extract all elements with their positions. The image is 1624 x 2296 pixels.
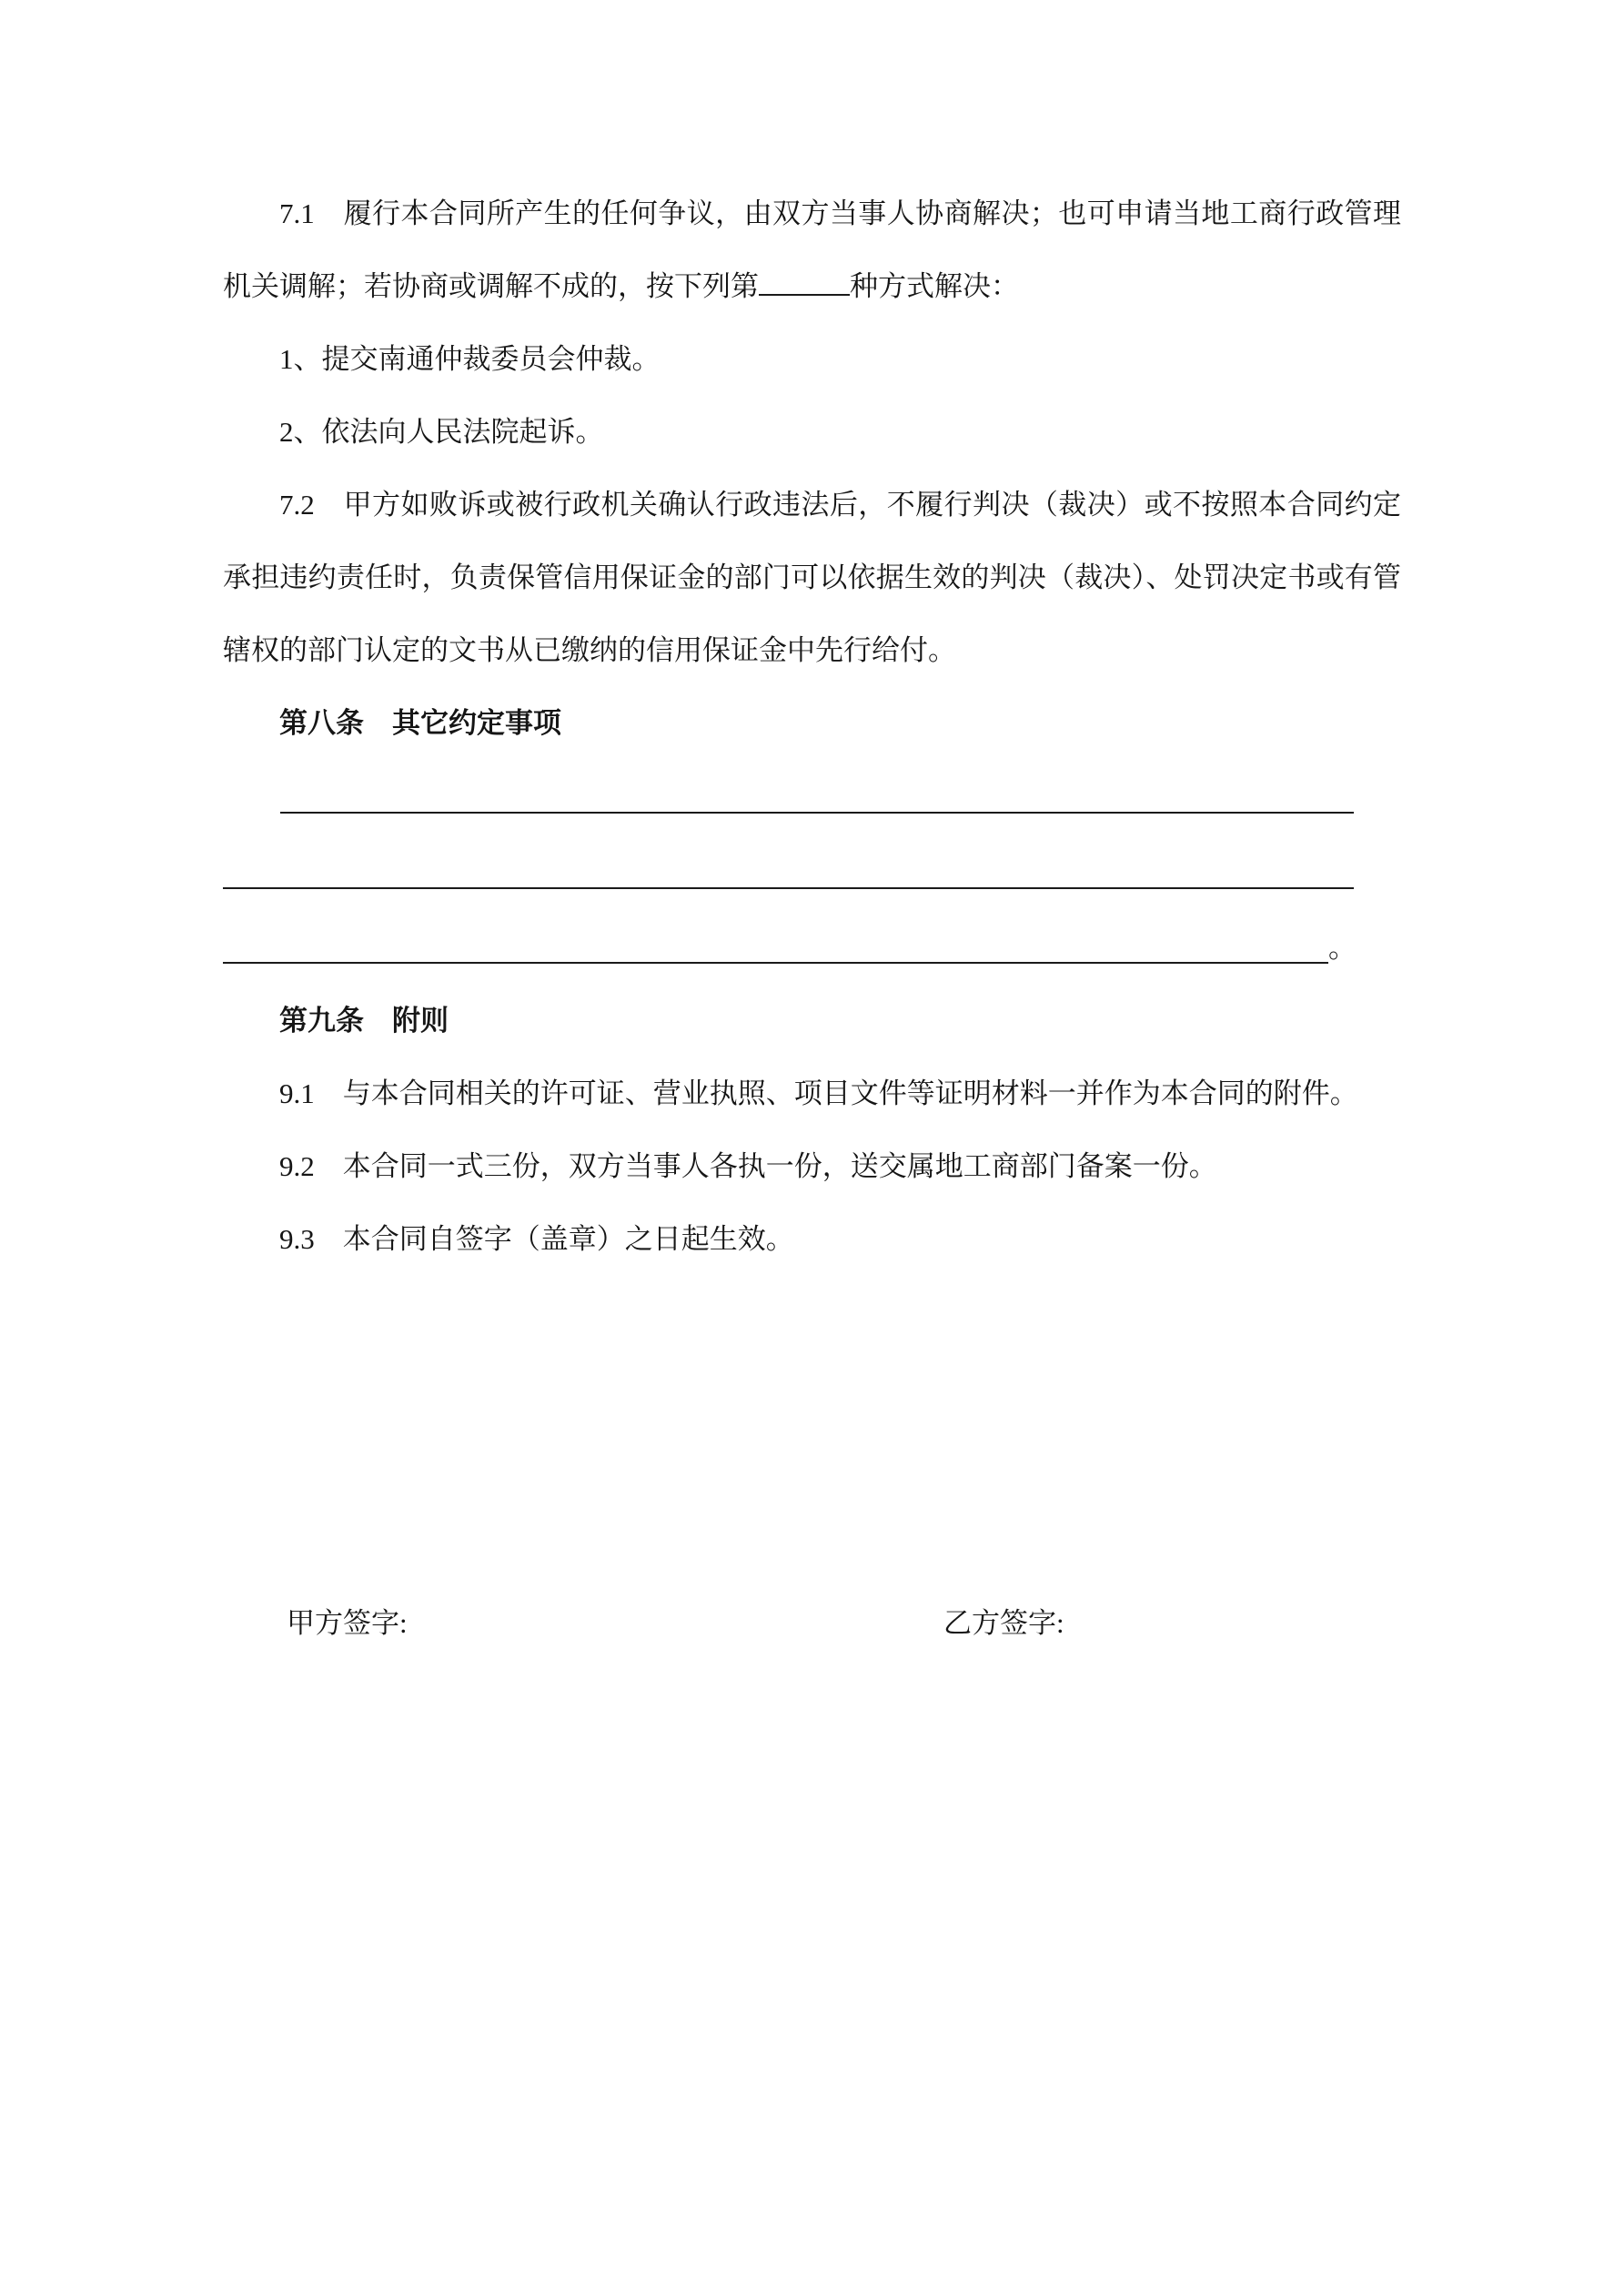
article-8-blank-line-3-row — [223, 889, 1401, 964]
clause-7-1-text-after-blank: 种方式解决： — [850, 270, 1019, 302]
party-a-signature-label[interactable]: 甲方签字: — [287, 1607, 408, 1639]
signature-area-spacer — [223, 1276, 1401, 1587]
party-b-signature-label[interactable]: 乙方签字: — [943, 1607, 1064, 1639]
clause-9-3: 9.3 本合同自签字（盖章）之日起生效。 — [279, 1223, 794, 1255]
clause-7-2: 7.2 甲方如败诉或被行政机关确认行政违法后，不履行判决（裁决）或不按照本合同约定承担违约责任时，负责保管信用保证金的部门可以依据生效的判决（裁决）、处罚决定书或有管辖权的部门认定的文书从已缴纳的信用保证金中先行给付。 — [223, 489, 1401, 666]
article-8-blank-line-1[interactable] — [280, 760, 1354, 814]
clause-9-2: 9.2 本合同一式三份，双方当事人各执一份，送交属地工商部门备案一份。 — [279, 1150, 1217, 1182]
article-8-heading: 第八条 其它约定事项 — [279, 707, 561, 739]
article-8-blank-line-2[interactable] — [223, 814, 1354, 889]
clause-7-1-text-before-blank: 7.1 履行本合同所产生的任何争议，由双方当事人协商解决；也可申请当地工商行政管理机关调解；若协商或调解不成的，按下列第 — [223, 197, 1401, 302]
article-9-heading: 第九条 附则 — [279, 1005, 449, 1037]
dispute-option-litigation: 2、依法向人民法院起诉。 — [279, 416, 604, 448]
signature-row — [223, 1587, 1401, 1660]
article-8-blank-line-3[interactable] — [223, 887, 1328, 964]
dispute-option-arbitration: 1、提交南通仲裁委员会仲裁。 — [279, 343, 661, 375]
clause-7-1 — [223, 177, 1401, 323]
article-8-blank-line-3-terminator: 。 — [1328, 932, 1357, 964]
dispute-method-blank-field[interactable] — [759, 268, 850, 296]
clause-9-1: 9.1 与本合同相关的许可证、营业执照、项目文件等证明材料一并作为本合同的附件。 — [279, 1077, 1358, 1109]
